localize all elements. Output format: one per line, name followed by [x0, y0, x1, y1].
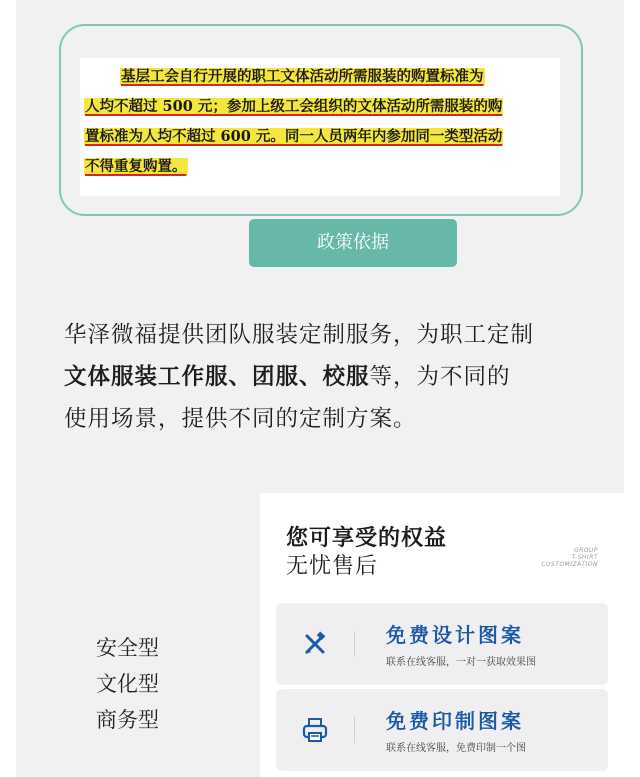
benefit-card-free-design[interactable] — [276, 603, 608, 685]
card-description: 联系在线客服，免费印制一个图 — [386, 743, 526, 754]
description-line: 使用场景，提供不同的定制方案。 — [64, 406, 417, 432]
printer-icon — [298, 713, 332, 747]
description-line: 华泽微福提供团队服装定制服务，为职工定制 — [64, 322, 535, 348]
uniform-type-list — [96, 630, 159, 738]
design-tools-icon — [298, 627, 332, 661]
benefit-card-free-printing[interactable] — [276, 689, 608, 771]
policy-basis-button[interactable]: 政策依据 — [249, 219, 457, 267]
policy-line: 不得重复购置。 — [85, 158, 187, 175]
card-title: 免费设计图案 — [386, 623, 524, 647]
benefits-title: 您可享受的权益 — [286, 526, 448, 551]
benefits-panel — [260, 493, 624, 777]
type-item-culture: 文化型 — [96, 672, 159, 696]
benefits-subtitle: 无忧售后 — [286, 554, 379, 579]
card-divider — [354, 631, 355, 657]
policy-document-excerpt — [80, 58, 560, 196]
card-description: 联系在线客服，一对一获取效果图 — [386, 657, 536, 668]
description-bold: 文体服装工作服、团服、校服 — [64, 364, 370, 390]
watermark-text: GROUP T-SHIRT CUSTOMIZATION — [541, 547, 598, 568]
description-line — [64, 356, 594, 398]
service-description — [64, 314, 594, 440]
policy-line: 人均不超过 500 元；参加上级工会组织的文体活动所需服装的购 — [85, 98, 503, 115]
type-item-business: 商务型 — [96, 708, 159, 732]
policy-line: 基层工会自行开展的职工文体活动所需服装的购置标准为 — [121, 68, 484, 85]
card-divider — [354, 717, 355, 743]
type-item-safety: 安全型 — [96, 636, 159, 660]
card-title: 免费印制图案 — [386, 709, 524, 733]
policy-line: 置标准为人均不超过 600 元。同一人员两年内参加同一类型活动 — [85, 128, 503, 145]
description-text: 等，为不同的 — [369, 364, 511, 390]
